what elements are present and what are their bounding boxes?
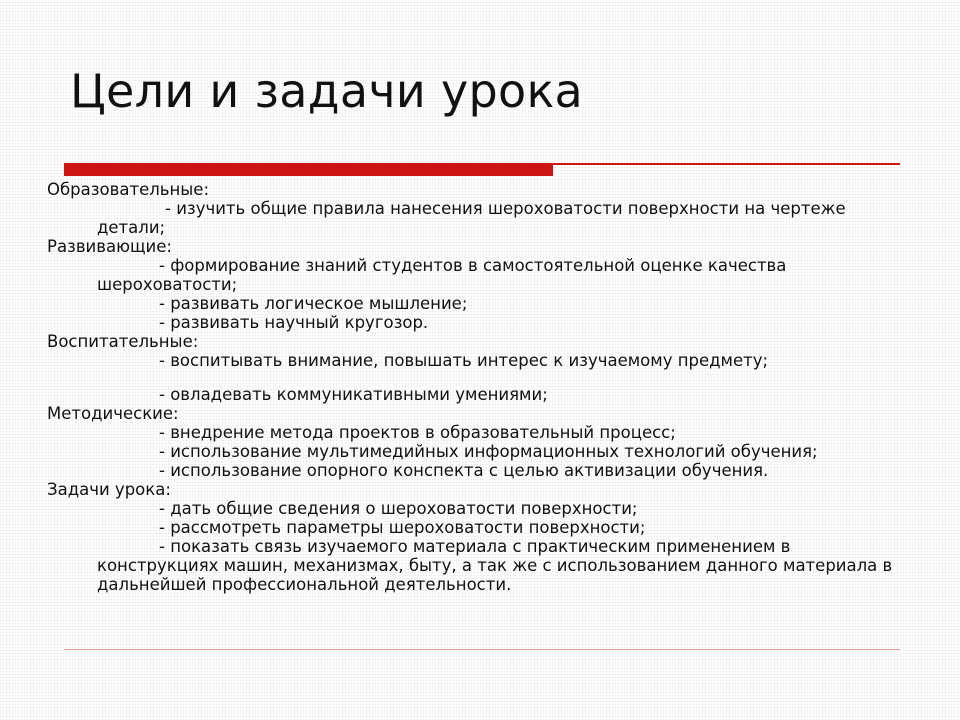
list-item: - дать общие сведения о шероховатости поверхности; [159,499,638,518]
list-item: - развивать научный кругозор. [159,313,429,332]
section-heading-lesson-tasks: Задачи урока: [47,480,171,499]
spacer [47,370,907,385]
slide-content [47,180,907,594]
list-item: - воспитывать внимание, повышать интерес к изучаемому предмету; [159,351,769,370]
list-item: - рассмотреть параметры шероховатости поверхности; [159,518,646,537]
slide-title: Цели и задачи урока [70,64,584,118]
section-heading-methodical: Методические: [47,404,179,423]
list-item: - внедрение метода проектов в образовательный процесс; [159,423,676,442]
footer-divider [64,649,900,650]
title-underline-thin [553,163,900,165]
list-item: - формирование знаний студентов в самостоятельной оценке качества шероховатости; [97,256,787,294]
title-underline-thick [64,163,553,176]
list-item: - развивать логическое мышление; [159,294,468,313]
list-item: - использование мультимедийных информационных технологий обучения; [159,442,818,461]
section-heading-developmental: Развивающие: [47,237,172,256]
list-item: - изучить общие правила нанесения шероховатости поверхности на чертеже детали; [97,199,846,237]
section-heading-educational: Образовательные: [47,180,210,199]
list-item: - овладевать коммуникативными умениями; [159,385,548,404]
list-item: - использование опорного конспекта с целью активизации обучения. [159,461,769,480]
list-item: - показать связь изучаемого материала с практическим применением в конструкциях машин, механизмах, быту, а так же с использованием данного материала в дальнейшей профессиональной деятельности. [97,537,893,594]
section-heading-upbringing: Воспитательные: [47,332,199,351]
